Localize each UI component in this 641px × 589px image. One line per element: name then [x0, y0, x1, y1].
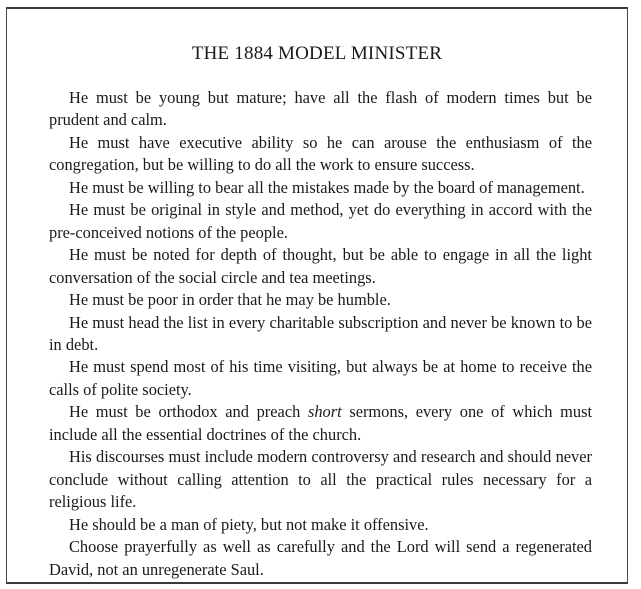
paragraph-original-style: He must be original in style and method, yet do everything in accord with the pre-conceived notions of the people. — [49, 200, 592, 242]
document-body — [49, 87, 592, 581]
paragraph-young-but-mature: He must be young but mature; have all the flash of modern times but be prudent and calm. — [49, 88, 592, 130]
paragraph-short-sermons — [49, 401, 592, 446]
paragraph-visiting: He must spend most of his time visiting, but always be at home to receive the calls of polite society. — [49, 357, 592, 399]
document-frame — [6, 7, 628, 584]
sermons-text-after: sermons, every one of which must include all the essential doctrines of the church. — [49, 402, 592, 444]
paragraph-poor-humble: He must be poor in order that he may be humble. — [69, 290, 391, 310]
paragraph-bear-mistakes: He must be willing to bear all the mistakes made by the board of management. — [69, 177, 585, 197]
paragraph-charitable-subscription: He must head the list in every charitable subscription and never be known to be in debt. — [49, 312, 592, 354]
paragraph-piety: He should be a man of piety, but not make it offensive. — [69, 514, 429, 534]
paragraph-discourses: His discourses must include modern controversy and research and should never conclude without calling attention to all the practical rules necessary for a religious life. — [49, 447, 592, 512]
sermons-text-before: He must be orthodox and preach — [69, 402, 308, 422]
paragraph-depth-of-thought: He must be noted for depth of thought, but be able to engage in all the light conversation of the social circle and tea meetings. — [49, 245, 592, 287]
document-title: THE 1884 MODEL MINISTER — [191, 43, 443, 64]
emphasis-short: short — [307, 402, 342, 422]
paragraph-executive-ability: He must have executive ability so he can arouse the enthusiasm of the congregation, but be willing to do all the work to ensure success. — [49, 132, 592, 175]
paragraph-choose-prayerfully: Choose prayerfully as well as carefully and the Lord will send a regenerated David, not an unregenerate Saul. — [49, 537, 592, 579]
